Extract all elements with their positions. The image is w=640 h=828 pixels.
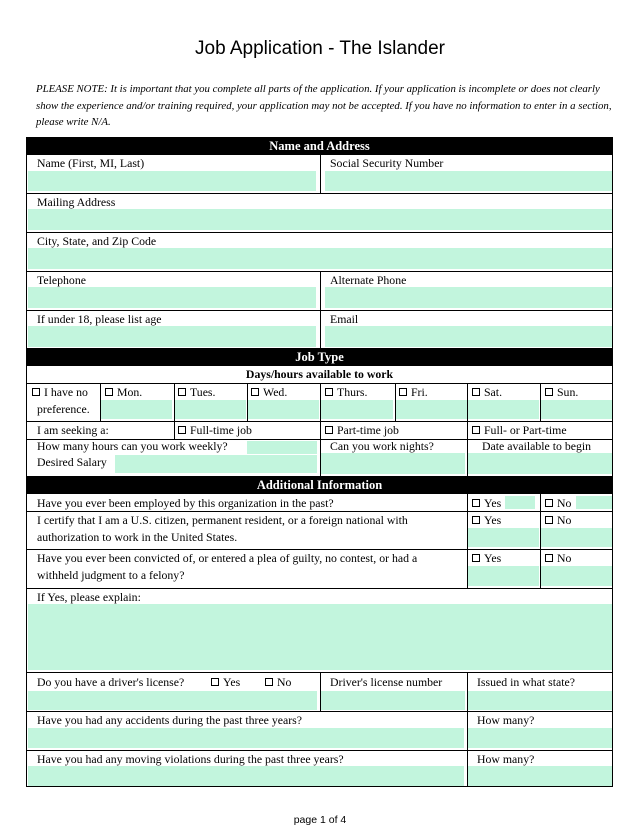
violations-how-many-label: How many? — [477, 752, 535, 766]
divider — [320, 271, 321, 310]
mailing-address-field[interactable] — [28, 209, 612, 230]
certify-yes-fill[interactable] — [468, 528, 539, 547]
certify-yes-checkbox[interactable]: Yes — [472, 512, 501, 529]
day-mon-checkbox[interactable]: Mon. — [105, 384, 142, 401]
accidents-how-many-label: How many? — [477, 713, 535, 727]
divider — [320, 155, 321, 193]
explain-label: If Yes, please explain: — [37, 590, 141, 604]
day-sun-checkbox[interactable]: Sun. — [545, 384, 578, 401]
license-number-label: Driver's license number — [330, 675, 443, 689]
day-tues-hours-field[interactable] — [175, 400, 246, 419]
convicted-no-checkbox[interactable]: No — [545, 550, 571, 567]
certify-no-checkbox[interactable]: No — [545, 512, 571, 529]
employed-before-no-fill[interactable] — [576, 496, 612, 509]
date-available-field[interactable] — [468, 453, 612, 474]
day-thurs-checkbox[interactable]: Thurs. — [325, 384, 367, 401]
violations-field[interactable] — [28, 766, 464, 786]
name-field[interactable] — [28, 171, 316, 191]
page-number: page 1 of 4 — [293, 814, 347, 826]
employed-before-no-checkbox[interactable]: No — [545, 495, 571, 512]
certify-label: I certify that I am a U.S. citizen, permanent resident, or a foreign national with authorization to work in the United States. — [37, 513, 408, 544]
telephone-label: Telephone — [37, 273, 86, 287]
divider — [467, 494, 468, 511]
checkbox-icon — [545, 516, 553, 524]
mailing-address-label: Mailing Address — [37, 195, 116, 209]
certify-no-fill[interactable] — [541, 528, 612, 547]
violations-label: Have you had any moving violations during the past three years? — [37, 752, 344, 766]
issued-state-label: Issued in what state? — [477, 675, 575, 689]
day-wed-checkbox[interactable]: Wed. — [251, 384, 287, 401]
date-available-label: Date available to begin — [482, 439, 592, 453]
day-fri-checkbox[interactable]: Fri. — [399, 384, 428, 401]
alternate-phone-label: Alternate Phone — [330, 273, 407, 287]
section-header-job-type: Job Type — [27, 348, 612, 366]
seeking-label: I am seeking a: — [37, 423, 109, 437]
convicted-yes-fill[interactable] — [468, 566, 539, 586]
checkbox-icon — [105, 388, 113, 396]
checkbox-icon — [32, 388, 40, 396]
email-label: Email — [330, 312, 359, 326]
day-wed-hours-field[interactable] — [248, 400, 319, 419]
checkbox-icon — [178, 426, 186, 434]
no-preference-checkbox[interactable]: I have no — [32, 384, 88, 401]
ssn-field[interactable] — [325, 171, 612, 191]
alternate-phone-field[interactable] — [325, 287, 612, 308]
instructions-note: PLEASE NOTE: It is important that you complete all parts of the application. If your application is incomplete or does not clearly show the experience and/or training required, your application may not be accepted. If you have no information to enter in a section, please write N/A. — [36, 83, 612, 128]
full-time-checkbox[interactable]: Full-time job — [178, 422, 252, 439]
drivers-license-label: Do you have a driver's license? — [37, 675, 185, 689]
checkbox-icon — [251, 388, 259, 396]
day-tues-checkbox[interactable]: Tues. — [178, 384, 215, 401]
convicted-yes-checkbox[interactable]: Yes — [472, 550, 501, 567]
divider — [320, 421, 321, 439]
city-state-zip-field[interactable] — [28, 248, 612, 269]
accidents-label: Have you had any accidents during the past three years? — [37, 713, 302, 727]
checkbox-icon — [545, 554, 553, 562]
explain-field[interactable] — [28, 604, 612, 670]
under-18-age-label: If under 18, please list age — [37, 312, 162, 326]
divider — [174, 421, 175, 439]
divider — [320, 310, 321, 348]
checkbox-icon — [325, 388, 333, 396]
section-header-name-address: Name and Address — [27, 138, 612, 155]
checkbox-icon — [472, 426, 480, 434]
convicted-no-fill[interactable] — [541, 566, 612, 586]
checkbox-icon — [178, 388, 186, 396]
no-preference-label: preference. — [37, 402, 90, 416]
application-form — [26, 137, 613, 787]
drivers-license-yes-checkbox[interactable]: Yes — [211, 674, 240, 691]
days-hours-subheader: Days/hours available to work — [245, 367, 394, 381]
day-mon-hours-field[interactable] — [101, 400, 172, 419]
day-sat-checkbox[interactable]: Sat. — [472, 384, 502, 401]
under-18-age-field[interactable] — [28, 326, 316, 347]
convicted-label: Have you ever been convicted of, or entered a plea of guilty, no contest, or had a withheld judgment to a felony? — [37, 551, 418, 582]
day-fri-hours-field[interactable] — [396, 400, 467, 419]
section-header-additional-info: Additional Information — [27, 476, 612, 494]
divider — [467, 421, 468, 439]
ssn-label: Social Security Number — [330, 156, 444, 170]
checkbox-icon — [472, 554, 480, 562]
hours-weekly-label: How many hours can you work weekly? — [37, 439, 228, 453]
desired-salary-label: Desired Salary — [37, 455, 107, 469]
employed-before-yes-checkbox[interactable]: Yes — [472, 495, 501, 512]
city-state-zip-label: City, State, and Zip Code — [37, 234, 157, 248]
checkbox-icon — [325, 426, 333, 434]
day-sat-hours-field[interactable] — [468, 400, 539, 419]
divider — [540, 494, 541, 511]
issued-state-field[interactable] — [468, 691, 612, 710]
part-time-checkbox[interactable]: Part-time job — [325, 422, 399, 439]
accidents-field[interactable] — [28, 728, 464, 748]
checkbox-icon — [265, 678, 273, 686]
accidents-how-many-field[interactable] — [468, 728, 612, 748]
employed-before-yes-fill[interactable] — [505, 496, 535, 509]
work-nights-field[interactable] — [321, 453, 465, 474]
full-or-part-time-checkbox[interactable]: Full- or Part-time — [472, 422, 567, 439]
name-label: Name (First, MI, Last) — [37, 156, 145, 170]
violations-how-many-field[interactable] — [468, 766, 612, 786]
checkbox-icon — [399, 388, 407, 396]
checkbox-icon — [211, 678, 219, 686]
desired-salary-field[interactable] — [115, 455, 317, 473]
checkbox-icon — [472, 499, 480, 507]
checkbox-icon — [545, 388, 553, 396]
email-field[interactable] — [325, 326, 612, 347]
work-nights-label: Can you work nights? — [330, 439, 434, 453]
employed-before-label: Have you ever been employed by this organization in the past? — [37, 496, 334, 510]
drivers-license-field[interactable] — [28, 691, 317, 710]
page-title: Job Application - The Islander — [195, 38, 445, 59]
day-thurs-hours-field[interactable] — [321, 400, 393, 419]
checkbox-icon — [545, 499, 553, 507]
hours-weekly-field[interactable] — [247, 441, 317, 454]
drivers-license-no-checkbox[interactable]: No — [265, 674, 291, 691]
checkbox-icon — [472, 516, 480, 524]
telephone-field[interactable] — [28, 287, 316, 308]
license-number-field[interactable] — [321, 691, 465, 710]
checkbox-icon — [472, 388, 480, 396]
day-sun-hours-field[interactable] — [541, 400, 612, 419]
